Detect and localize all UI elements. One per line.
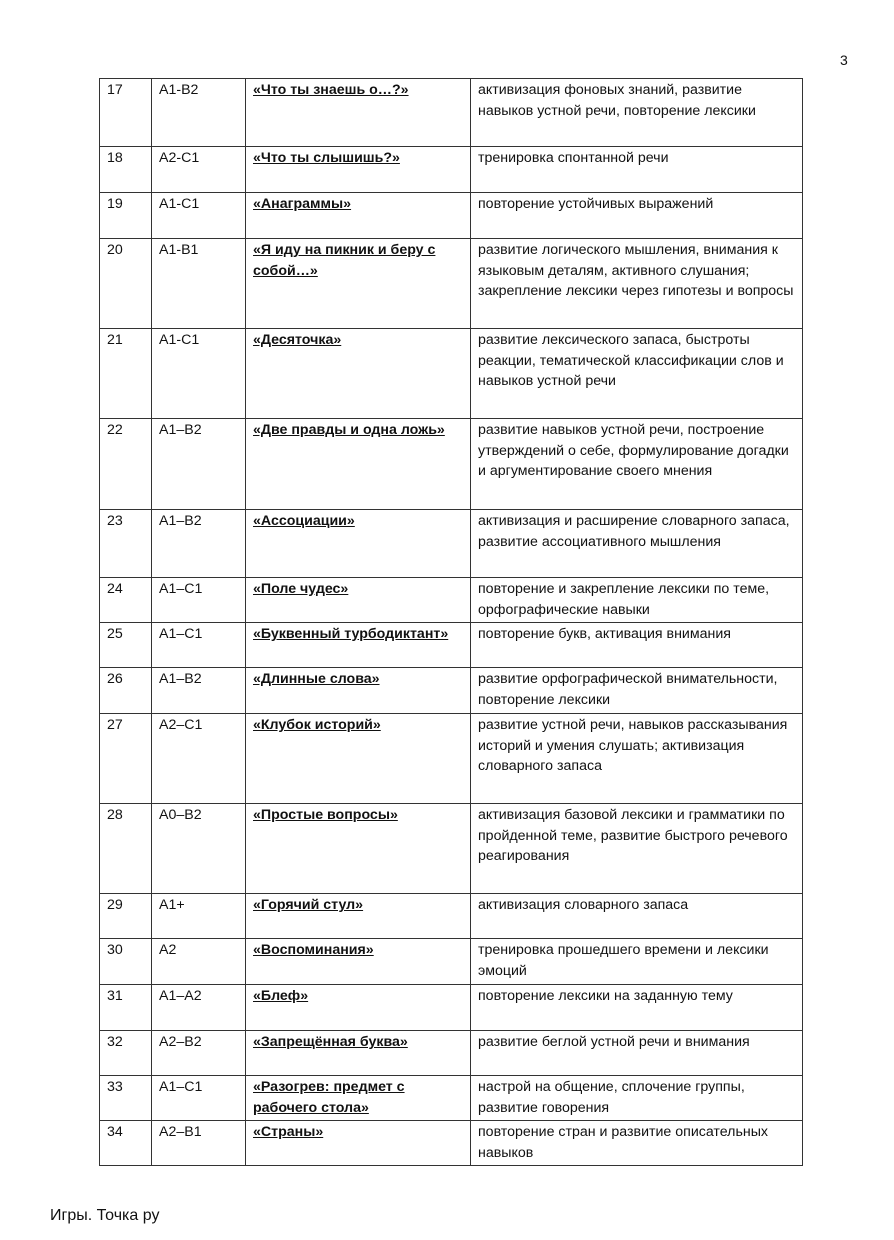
game-title-cell <box>246 147 471 193</box>
level-cell: A1+ <box>152 894 246 939</box>
row-number: 31 <box>100 985 152 1031</box>
level-cell: A2–C1 <box>152 714 246 804</box>
table-row <box>100 419 803 510</box>
row-number: 32 <box>100 1031 152 1076</box>
goal-cell: повторение стран и развитие описательных навыков <box>471 1121 803 1166</box>
game-title-link[interactable]: «Анаграммы» <box>253 196 352 212</box>
table-row <box>100 329 803 419</box>
game-title-cell <box>246 714 471 804</box>
goal-cell: повторение устойчивых выражений <box>471 193 803 239</box>
game-title-link[interactable]: «Воспоминания» <box>253 942 374 958</box>
row-number: 25 <box>100 623 152 668</box>
goal-cell: активизация и расширение словарного запаса, развитие ассоциативного мышления <box>471 510 803 578</box>
game-title-link[interactable]: «Поле чудес» <box>253 581 349 597</box>
table-row <box>100 239 803 329</box>
row-number: 22 <box>100 419 152 510</box>
goal-cell: тренировка спонтанной речи <box>471 147 803 193</box>
level-cell: A1-C1 <box>152 329 246 419</box>
game-title-link[interactable]: «Я иду на пикник и беру с собой…» <box>253 242 436 279</box>
row-number: 30 <box>100 939 152 985</box>
level-cell: A1–B2 <box>152 668 246 714</box>
game-title-cell <box>246 419 471 510</box>
table-row <box>100 894 803 939</box>
table-row <box>100 578 803 623</box>
games-table <box>99 78 803 1166</box>
game-title-cell <box>246 894 471 939</box>
level-cell: A1–B2 <box>152 510 246 578</box>
game-title-cell <box>246 668 471 714</box>
level-cell: A1-B1 <box>152 239 246 329</box>
game-title-link[interactable]: «Блеф» <box>253 988 309 1004</box>
game-title-link[interactable]: «Что ты слышишь?» <box>253 150 400 166</box>
goal-cell: тренировка прошедшего времени и лексики эмоций <box>471 939 803 985</box>
game-title-link[interactable]: «Горячий стул» <box>253 897 364 913</box>
game-title-link[interactable]: «Разогрев: предмет с рабочего стола» <box>253 1079 405 1116</box>
goal-cell: развитие устной речи, навыков рассказывания историй и умения слушать; активизация словарного запаса <box>471 714 803 804</box>
game-title-cell <box>246 510 471 578</box>
game-title-link[interactable]: «Десяточка» <box>253 332 342 348</box>
game-title-cell <box>246 578 471 623</box>
goal-cell: настрой на общение, сплочение группы, развитие говорения <box>471 1076 803 1121</box>
row-number: 21 <box>100 329 152 419</box>
goal-cell: активизация базовой лексики и грамматики по пройденной теме, развитие быстрого речевого реагирования <box>471 804 803 894</box>
table-row <box>100 939 803 985</box>
row-number: 24 <box>100 578 152 623</box>
level-cell: A1–C1 <box>152 623 246 668</box>
table-row <box>100 714 803 804</box>
goal-cell: развитие лексического запаса, быстроты реакции, тематической классификации слов и навыков устной речи <box>471 329 803 419</box>
game-title-cell <box>246 239 471 329</box>
game-title-cell <box>246 193 471 239</box>
game-title-link[interactable]: «Ассоциации» <box>253 513 355 529</box>
game-title-link[interactable]: «Длинные слова» <box>253 671 380 687</box>
game-title-cell <box>246 939 471 985</box>
game-title-cell <box>246 1031 471 1076</box>
level-cell: A2–B1 <box>152 1121 246 1166</box>
goal-cell: развитие орфографической внимательности, повторение лексики <box>471 668 803 714</box>
table-row <box>100 668 803 714</box>
game-title-link[interactable]: «Две правды и одна ложь» <box>253 422 445 438</box>
level-cell: A1–B2 <box>152 419 246 510</box>
goal-cell: развитие беглой устной речи и внимания <box>471 1031 803 1076</box>
row-number: 23 <box>100 510 152 578</box>
game-title-link[interactable]: «Страны» <box>253 1124 324 1140</box>
table-row <box>100 79 803 147</box>
level-cell: A2-C1 <box>152 147 246 193</box>
game-title-link[interactable]: «Что ты знаешь о…?» <box>253 82 409 98</box>
table-row <box>100 623 803 668</box>
goal-cell: повторение лексики на заданную тему <box>471 985 803 1031</box>
footer-text: Игры. Точка ру <box>50 1207 160 1224</box>
game-title-cell <box>246 804 471 894</box>
table-row <box>100 804 803 894</box>
game-title-cell <box>246 623 471 668</box>
goal-cell: развитие навыков устной речи, построение утверждений о себе, формулирование догадки и аргументирование своего мнения <box>471 419 803 510</box>
row-number: 28 <box>100 804 152 894</box>
row-number: 29 <box>100 894 152 939</box>
game-title-cell <box>246 329 471 419</box>
level-cell: A1–C1 <box>152 1076 246 1121</box>
table-row <box>100 147 803 193</box>
row-number: 17 <box>100 79 152 147</box>
goal-cell: активизация словарного запаса <box>471 894 803 939</box>
game-title-cell <box>246 1076 471 1121</box>
table-row <box>100 510 803 578</box>
game-title-cell <box>246 985 471 1031</box>
table-row <box>100 193 803 239</box>
row-number: 34 <box>100 1121 152 1166</box>
game-title-link[interactable]: «Буквенный турбодиктант» <box>253 626 449 642</box>
goal-cell: повторение букв, активация внимания <box>471 623 803 668</box>
page-number: 3 <box>840 52 848 68</box>
row-number: 19 <box>100 193 152 239</box>
table-row <box>100 1076 803 1121</box>
table-row <box>100 1031 803 1076</box>
game-title-link[interactable]: «Запрещённая буква» <box>253 1034 408 1050</box>
goal-cell: развитие логического мышления, внимания к языковым деталям, активного слушания; закрепление лексики через гипотезы и вопросы <box>471 239 803 329</box>
row-number: 26 <box>100 668 152 714</box>
game-title-link[interactable]: «Простые вопросы» <box>253 807 398 823</box>
row-number: 20 <box>100 239 152 329</box>
table-row <box>100 1121 803 1166</box>
row-number: 18 <box>100 147 152 193</box>
level-cell: A1-B2 <box>152 79 246 147</box>
level-cell: A2–B2 <box>152 1031 246 1076</box>
row-number: 33 <box>100 1076 152 1121</box>
goal-cell: повторение и закрепление лексики по теме, орфографические навыки <box>471 578 803 623</box>
level-cell: A1–C1 <box>152 578 246 623</box>
game-title-cell <box>246 79 471 147</box>
game-title-cell <box>246 1121 471 1166</box>
game-title-link[interactable]: «Клубок историй» <box>253 717 381 733</box>
table-row <box>100 985 803 1031</box>
level-cell: A0–B2 <box>152 804 246 894</box>
row-number: 27 <box>100 714 152 804</box>
goal-cell: активизация фоновых знаний, развитие навыков устной речи, повторение лексики <box>471 79 803 147</box>
level-cell: A1-C1 <box>152 193 246 239</box>
level-cell: A2 <box>152 939 246 985</box>
level-cell: A1–A2 <box>152 985 246 1031</box>
